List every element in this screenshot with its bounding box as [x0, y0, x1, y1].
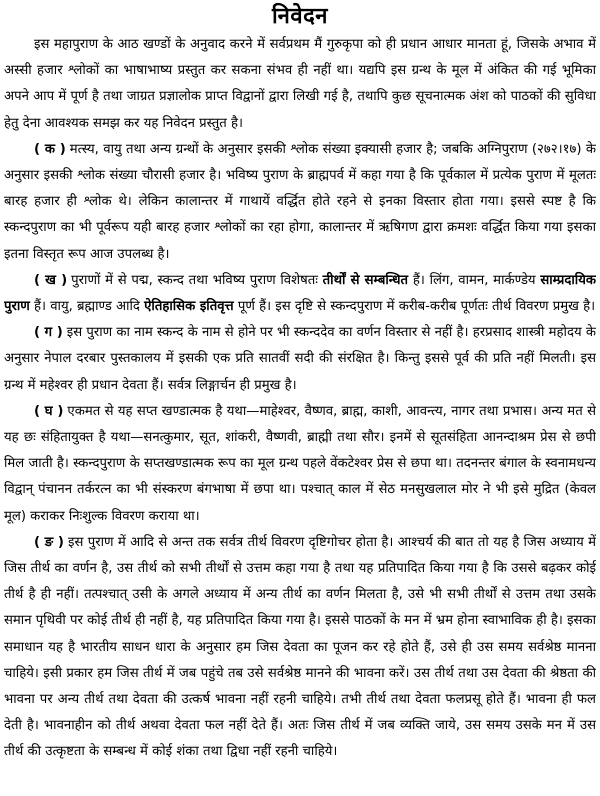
- paragraph-text: इस पुराण का नाम स्कन्द के नाम से होने पर भी स्कन्ददेव का वर्णन विस्तार से नहीं है। हरप्रसाद शास्त्री महोदय के अनुसार नेपाल दरबार पुस्तकालय में इसकी एक प्रति सातवीं सदी की संरक्षित है। किन्तु इससे पूर्व की प्रति नहीं मिलती। इस ग्रन्थ में महेश्वर ही प्रधान देवता हैं। सर्वत्र लिङ्गार्चन ही प्रमुख है।: [4, 325, 596, 393]
- paragraph-text: हैं। वायु, ब्रह्माण्ड आदि: [29, 299, 145, 315]
- paragraph-marker: ( ङ ): [34, 534, 64, 550]
- paragraph-marker: ( ग ): [34, 325, 63, 341]
- paragraph-gha: [4, 399, 596, 530]
- paragraph-text: एकमत से यह सप्त खण्डात्मक है यथा—माहेश्वर, वैष्णव, ब्राह्म, काशी, आवन्त्य, नागर तथा प्रभास। अन्य मत से यह छः संहितायुक्त है यथा—सनत्कुमार, सूत, शांकरी, वैष्णवी, ब्राह्मी तथा सौर। इनमें से सूतसंहिता आनन्दाश्रम प्रेस से छपी मिल जाती है। स्कन्दपुराण के सप्तखण्डात्मक रूप का मूल ग्रन्थ पहले वेंकटेश्वर प्रेस से छपा था। तदनन्तर बंगाल के स्वनामधन्य विद्वान् पंचानन तर्करत्न का भी संस्करण बंगभाषा में छपा था। पश्चात् काल में सेठ मनसुखलाल मोर ने भी इसे मुद्रित (केवल मूल) कराकर निःशुल्क विवरण कराया था।: [4, 403, 596, 524]
- paragraph-kha: [4, 268, 596, 320]
- paragraph-ga: [4, 320, 596, 399]
- paragraph-text: मत्स्य, वायु तथा अन्य ग्रन्थों के अनुसार इसकी श्लोक संख्या इक्यासी हजार है; जबकि अग्निपुराण (२७२।१७) के अनुसार इसकी श्लोक संख्या चौरासी हजार है। भविष्य पुराण के ब्राह्मपर्व में कहा गया है कि पूर्वकाल में प्रत्येक पुराण में मूलतः बारह हजार ही श्लोक थे। लेकिन कालान्तर में गाथायें वर्द्धित होते रहने से इनका विस्तार होता गया। इससे स्पष्ट है कि स्कन्दपुराण का भी पूर्वरूप यही बारह हजार श्लोकों का रहा होगा, कालान्तर में ऋषिगण द्वारा क्रमशः वर्द्धित किया गया इसका इतना विस्तृत रूप आज उपलब्ध है।: [4, 141, 596, 262]
- paragraph-text: पुराणों में से पद्म, स्कन्द तथा भविष्य पुराण विशेषतः: [71, 272, 323, 288]
- intro-paragraph: [4, 32, 596, 137]
- paragraph-nga: [4, 530, 596, 766]
- bold-phrase: ऐतिहासिक इतिवृत्त: [144, 299, 234, 315]
- page-title: निवेदन: [271, 4, 329, 29]
- paragraph-marker: ( क ): [34, 141, 66, 157]
- paragraph-text: पूर्ण हैं। इस दृष्टि से स्कन्दपुराण में करीब-करीब पूर्णतः तीर्थ विवरण प्रमुख है।: [233, 299, 596, 315]
- document-page: [4, 0, 596, 796]
- bold-phrase: तीर्थों से सम्बन्धित: [322, 272, 409, 288]
- paragraph-text: इस महापुराण के आठ खण्डों के अनुवाद करने में सर्वप्रथम मैं गुरुकृपा को ही प्रधान आधार मानता हूं, जिसके अभाव में अस्सी हजार श्लोकों का भाषाभाष्य प्रस्तुत कर सकना संभव ही नहीं था। यद्यपि इस ग्रन्थ के मूल में अंकित की गई भूमिका अपने आप में पूर्ण है तथा जाग्रत प्रज्ञालोक प्राप्त विद्वानों द्वारा लिखी गई है, तथापि कुछ सूचनात्मक अंश को पाठकों की सुविधा हेतु देना आवश्यक समझ कर यह निवेदन प्रस्तुत है।: [4, 37, 596, 131]
- paragraph-ka: [4, 137, 596, 268]
- paragraph-text: हैं। लिंग, वामन, मार्कण्डेय: [408, 272, 541, 288]
- paragraph-text: इस पुराण में आदि से अन्त तक सर्वत्र तीर्थ विवरण दृष्टिगोचर होता है। आश्चर्य की बात तो यह है जिस अध्याय में जिस तीर्थ का वर्णन है, उस तीर्थ को सभी तीर्थों से उत्तम कहा गया है तथा यह प्रतिपादित किया गया है कि उससे बढ़कर कोई तीर्थ है ही नहीं। तत्पश्चात् उसी के अगले अध्याय में अन्य तीर्थ का वर्णन मिलता है, उसे भी सभी तीर्थों से उत्तम तथा उसके समान पृथिवी पर कोई तीर्थ ही नहीं है, यह प्रतिपादित किया गया है। इससे पाठकों के मन में भ्रम होना स्वाभाविक ही है। इसका समाधान यह है भारतीय साधन धारा के अनुसार हम जिस देवता का पूजन कर रहे होते हैं, उसे ही उस समय सर्वश्रेष्ठ मानना चाहिये। इसी प्रकार हम जिस तीर्थ में जब पहुंचे तब उसे सर्वश्रेष्ठ मानने की भावना करें। उस तीर्थ तथा उस देवता की श्रेष्ठता की भावना पर अन्य तीर्थ तथा देवता की उत्कर्ष भावना नहीं रहनी चाहिये। तभी तीर्थ तथा देवता फलप्रसू होते हैं। भावना ही फल देती है। भावनाहीन को तीर्थ अथवा देवता फल नहीं देते हैं। अतः जिस तीर्थ में जब व्यक्ति जाये, उस समय उसके मन में उस तीर्थ की उत्कृष्टता के सम्बन्ध में कोई शंका तथा द्विधा नहीं रहनी चाहिये।: [4, 534, 596, 760]
- paragraph-marker: ( ख ): [34, 272, 68, 288]
- bold-phrase: साम्प्रदायिक पुराण: [4, 272, 596, 315]
- paragraph-marker: ( घ ): [34, 403, 64, 419]
